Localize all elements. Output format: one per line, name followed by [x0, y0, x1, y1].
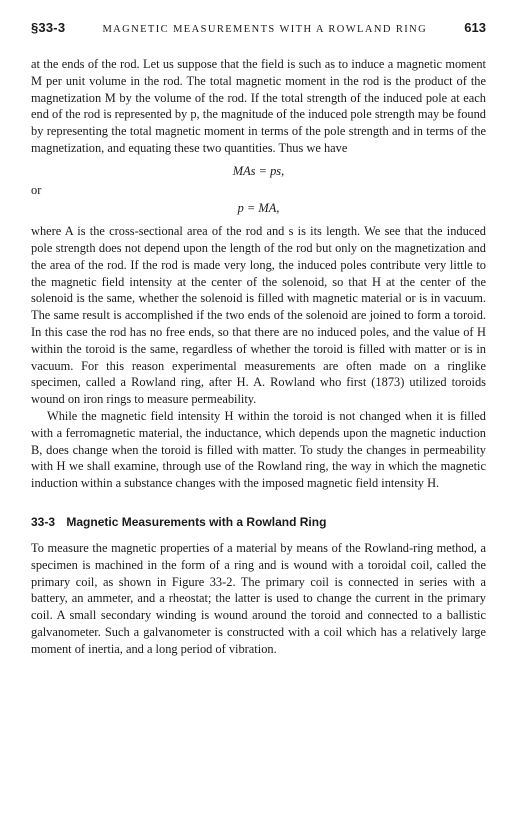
- paragraph-1: at the ends of the rod. Let us suppose that the field is such as to induce a magnetic moment M per unit volume in the rod. The total magnetic moment in the rod is the product of the magnetization M by the volume of the rod. If the total strength of the induced pole at each end of the rod is represented by p, the magnitude of the induced pole strength may be found by representing the total magnetic moment in terms of the pole strength and in terms of the magnetization, and equating these two quantities. Thus we have: [31, 57, 486, 155]
- book-page: [31, 20, 486, 658]
- section-heading-number: 33-3: [31, 514, 56, 529]
- running-head: [31, 20, 486, 42]
- section-heading-title: Magnetic Measurements with a Rowland Ring: [66, 514, 327, 529]
- header-section-number: §33-3: [31, 20, 66, 35]
- header-page-number: 613: [464, 20, 486, 35]
- paragraph-2: where A is the cross-sectional area of the rod and s is its length. We see that the induced pole strength does not depend upon the length of the rod but only on the magnetization and the area of the rod. If the rod is made very long, the induced poles contribute very little to the magnetic field intensity at the center of the solenoid, so that H at the center of the solenoid is the same, whether the solenoid is filled with magnetic material or is in vacuum. The same result is accomplished if the two ends of the solenoid are joined to form a toroid. In this case the rod has no free ends, so that there are no induced poles, and the value of H within the toroid is the same, regardless of whether the toroid is filled with matter or is in vacuum. For this reason experimental measurements are often made on a ringlike specimen, called a Rowland ring, after H. A. Rowland who first (1873) utilized toroids wound on iron rings to measure permeability.: [31, 224, 486, 407]
- equation-connector: or: [31, 182, 42, 197]
- paragraph-3: While the magnetic field intensity H within the toroid is not changed when it is filled with a ferromagnetic material, the inductance, which depends upon the magnetic induction B, does change when the toroid is filled with matter. To study the changes in permeability with H we shall examine, through use of the Rowland ring, the way in which the magnetic induction within a substance changes with the imposed magnetic field intensity H.: [31, 408, 486, 491]
- section-heading: [31, 514, 486, 530]
- header-chapter-title: MAGNETIC MEASUREMENTS WITH A ROWLAND RING: [102, 24, 428, 35]
- equation-2: p = MA,: [237, 201, 280, 216]
- paragraph-4: To measure the magnetic properties of a material by means of the Rowland-ring method, a specimen is machined in the form of a ring and is wound with a toroidal coil, called the primary coil, as shown in Figure 33-2. The primary coil is connected in series with a battery, an ammeter, and a rheostat; the latter is used to change the current in the primary coil. A small secondary winding is wound around the toroid and connected to a ballistic galvanometer. Such a galvanometer is constructed with a coil which has a relatively large moment of inertia, and a long period of vibration.: [31, 540, 486, 656]
- equation-1: MAs = ps,: [232, 163, 285, 178]
